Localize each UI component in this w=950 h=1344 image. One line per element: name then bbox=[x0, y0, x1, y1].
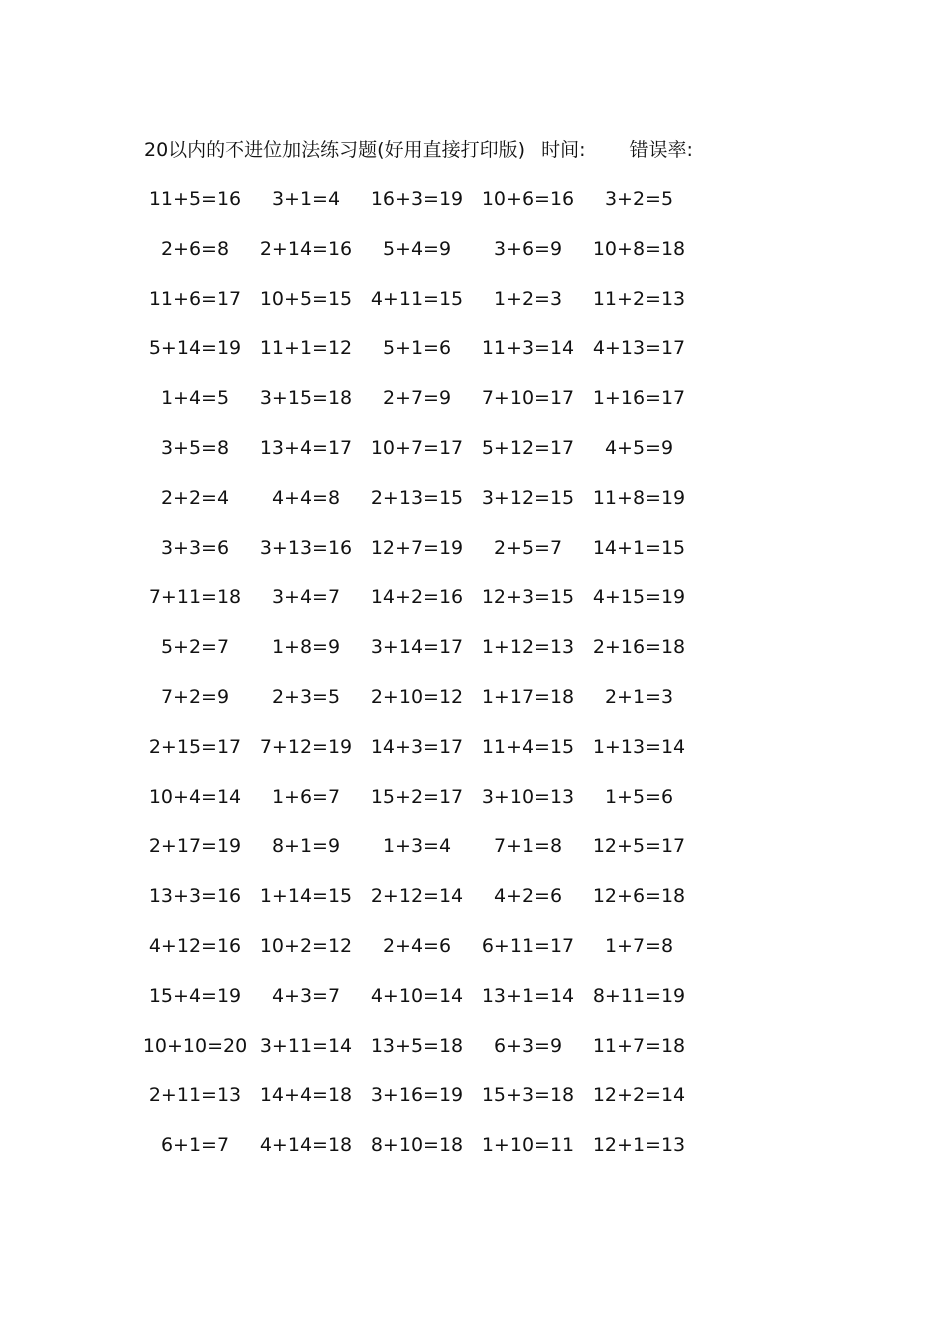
problem-item: 1+6=7 bbox=[271, 785, 341, 808]
problem-item: 3+16=19 bbox=[370, 1084, 464, 1107]
problem-item: 10+4=14 bbox=[148, 785, 242, 808]
problem-item: 10+7=17 bbox=[370, 436, 464, 459]
problem-item: 10+10=20 bbox=[142, 1034, 248, 1057]
problem-row bbox=[140, 236, 720, 286]
problem-item: 12+6=18 bbox=[592, 885, 686, 908]
problem-item: 4+11=15 bbox=[370, 287, 464, 310]
problem-item: 7+10=17 bbox=[481, 387, 575, 410]
problem-item: 10+8=18 bbox=[592, 237, 686, 260]
problem-item: 2+14=16 bbox=[259, 237, 353, 260]
problem-item: 2+11=13 bbox=[148, 1084, 242, 1107]
problem-item: 11+1=12 bbox=[259, 337, 353, 360]
problem-row bbox=[140, 933, 720, 983]
problem-item: 11+5=16 bbox=[148, 188, 242, 210]
problem-item: 4+15=19 bbox=[592, 586, 686, 609]
problem-item: 6+1=7 bbox=[160, 1134, 230, 1157]
error-rate-label: 错误率: bbox=[629, 139, 693, 161]
problem-item: 14+4=18 bbox=[259, 1084, 353, 1107]
problem-item: 10+2=12 bbox=[259, 934, 353, 957]
problem-item: 1+17=18 bbox=[481, 685, 575, 708]
problem-item: 12+5=17 bbox=[592, 835, 686, 858]
problem-item: 11+3=14 bbox=[481, 337, 575, 360]
problem-item: 4+13=17 bbox=[592, 337, 686, 360]
problem-item: 8+1=9 bbox=[271, 835, 341, 858]
problem-item: 2+17=19 bbox=[148, 835, 242, 858]
problem-item: 7+1=8 bbox=[493, 835, 563, 858]
problem-row bbox=[140, 385, 720, 435]
problem-item: 2+10=12 bbox=[370, 685, 464, 708]
problem-row bbox=[140, 734, 720, 784]
problem-item: 15+4=19 bbox=[148, 984, 242, 1007]
problem-item: 10+6=16 bbox=[481, 188, 575, 210]
problem-row bbox=[140, 286, 720, 336]
problem-item: 12+1=13 bbox=[592, 1134, 686, 1157]
problem-item: 5+4=9 bbox=[382, 237, 452, 260]
problem-item: 2+12=14 bbox=[370, 885, 464, 908]
worksheet-header bbox=[144, 137, 693, 163]
problem-item: 3+12=15 bbox=[481, 486, 575, 509]
problem-item: 1+5=6 bbox=[604, 785, 674, 808]
problem-item: 3+4=7 bbox=[271, 586, 341, 609]
problem-item: 8+10=18 bbox=[370, 1134, 464, 1157]
problem-item: 2+5=7 bbox=[493, 536, 563, 559]
problem-row bbox=[140, 634, 720, 684]
problem-item: 5+1=6 bbox=[382, 337, 452, 360]
problem-item: 3+11=14 bbox=[259, 1034, 353, 1057]
problem-item: 13+5=18 bbox=[370, 1034, 464, 1057]
problem-item: 3+10=13 bbox=[481, 785, 575, 808]
problem-item: 2+13=15 bbox=[370, 486, 464, 509]
problem-item: 1+10=11 bbox=[481, 1134, 575, 1157]
problem-item: 1+4=5 bbox=[160, 387, 230, 410]
problem-item: 11+8=19 bbox=[592, 486, 686, 509]
problem-item: 12+3=15 bbox=[481, 586, 575, 609]
problem-item: 2+4=6 bbox=[382, 934, 452, 957]
problem-item: 5+2=7 bbox=[160, 636, 230, 659]
problem-item: 5+12=17 bbox=[481, 436, 575, 459]
problem-item: 1+12=13 bbox=[481, 636, 575, 659]
problem-item: 4+14=18 bbox=[259, 1134, 353, 1157]
problem-item: 13+1=14 bbox=[481, 984, 575, 1007]
problem-item: 4+5=9 bbox=[604, 436, 674, 459]
problem-item: 12+7=19 bbox=[370, 536, 464, 559]
problem-row bbox=[140, 883, 720, 933]
problem-item: 7+2=9 bbox=[160, 685, 230, 708]
problem-row bbox=[140, 335, 720, 385]
problem-item: 2+2=4 bbox=[160, 486, 230, 509]
problem-item: 3+5=8 bbox=[160, 436, 230, 459]
problem-row bbox=[140, 684, 720, 734]
problem-item: 1+2=3 bbox=[493, 287, 563, 310]
problem-row bbox=[140, 983, 720, 1033]
problem-item: 1+13=14 bbox=[592, 735, 686, 758]
problem-item: 11+2=13 bbox=[592, 287, 686, 310]
problem-item: 1+14=15 bbox=[259, 885, 353, 908]
problem-item: 2+15=17 bbox=[148, 735, 242, 758]
problem-item: 14+1=15 bbox=[592, 536, 686, 559]
problem-item: 3+13=16 bbox=[259, 536, 353, 559]
problem-item: 6+11=17 bbox=[481, 934, 575, 957]
problem-grid bbox=[140, 186, 720, 1182]
problem-item: 14+3=17 bbox=[370, 735, 464, 758]
problem-item: 14+2=16 bbox=[370, 586, 464, 609]
problem-item: 3+6=9 bbox=[493, 237, 563, 260]
problem-item: 6+3=9 bbox=[493, 1034, 563, 1057]
problem-item: 11+7=18 bbox=[592, 1034, 686, 1057]
problem-row bbox=[140, 435, 720, 485]
problem-item: 2+6=8 bbox=[160, 237, 230, 260]
problem-item: 4+12=16 bbox=[148, 934, 242, 957]
problem-item: 2+3=5 bbox=[271, 685, 341, 708]
problem-item: 4+4=8 bbox=[271, 486, 341, 509]
problem-item: 4+10=14 bbox=[370, 984, 464, 1007]
problem-item: 16+3=19 bbox=[370, 188, 464, 210]
problem-item: 2+1=3 bbox=[604, 685, 674, 708]
problem-item: 7+11=18 bbox=[148, 586, 242, 609]
problem-row bbox=[140, 535, 720, 585]
problem-row bbox=[140, 485, 720, 535]
problem-row bbox=[140, 1132, 720, 1182]
problem-item: 2+16=18 bbox=[592, 636, 686, 659]
problem-item: 1+8=9 bbox=[271, 636, 341, 659]
problem-item: 13+4=17 bbox=[259, 436, 353, 459]
time-label: 时间: bbox=[541, 139, 586, 161]
problem-item: 3+15=18 bbox=[259, 387, 353, 410]
problem-item: 3+3=6 bbox=[160, 536, 230, 559]
problem-item: 3+1=4 bbox=[271, 188, 341, 210]
problem-item: 5+14=19 bbox=[148, 337, 242, 360]
problem-row bbox=[140, 1082, 720, 1132]
problem-item: 11+4=15 bbox=[481, 735, 575, 758]
worksheet-title: 20以内的不进位加法练习题(好用直接打印版) bbox=[144, 139, 526, 161]
problem-item: 4+3=7 bbox=[271, 984, 341, 1007]
problem-row bbox=[140, 584, 720, 634]
problem-item: 3+14=17 bbox=[370, 636, 464, 659]
problem-item: 1+3=4 bbox=[382, 835, 452, 858]
problem-item: 4+2=6 bbox=[493, 885, 563, 908]
problem-row bbox=[140, 186, 720, 236]
problem-item: 2+7=9 bbox=[382, 387, 452, 410]
problem-item: 8+11=19 bbox=[592, 984, 686, 1007]
problem-item: 7+12=19 bbox=[259, 735, 353, 758]
problem-row bbox=[140, 784, 720, 834]
problem-item: 11+6=17 bbox=[148, 287, 242, 310]
problem-item: 10+5=15 bbox=[259, 287, 353, 310]
problem-item: 1+7=8 bbox=[604, 934, 674, 957]
problem-item: 1+16=17 bbox=[592, 387, 686, 410]
problem-item: 15+2=17 bbox=[370, 785, 464, 808]
problem-row bbox=[140, 833, 720, 883]
problem-item: 15+3=18 bbox=[481, 1084, 575, 1107]
problem-item: 12+2=14 bbox=[592, 1084, 686, 1107]
problem-item: 13+3=16 bbox=[148, 885, 242, 908]
problem-row bbox=[140, 1033, 720, 1083]
problem-item: 3+2=5 bbox=[604, 188, 674, 210]
